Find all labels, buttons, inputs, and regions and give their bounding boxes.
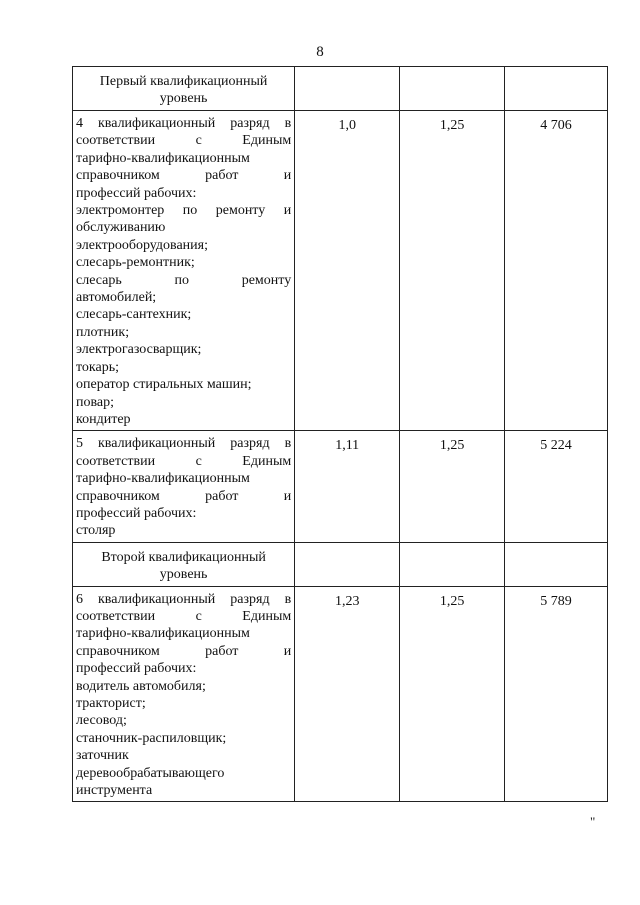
description-line: справочником работ и	[76, 488, 292, 504]
level-title-line: Второй квалификационный	[101, 549, 266, 565]
description-line: тарифно-квалификационным	[76, 626, 250, 642]
qualification-level-title	[73, 67, 295, 111]
description-line: слесарь-ремонтник;	[76, 255, 195, 271]
table-row	[73, 111, 608, 431]
empty-cell	[505, 67, 608, 111]
description-line: соответствии с Единым	[76, 453, 292, 469]
description-line: профессий рабочих:	[76, 661, 197, 677]
coefficient-2-cell: 1,25	[400, 586, 505, 802]
level-title-line: уровень	[159, 91, 208, 107]
qualification-level-title	[73, 542, 295, 586]
description-line: тарифно-квалификационным	[76, 471, 250, 487]
description-line: лесовод;	[76, 713, 127, 729]
empty-cell	[505, 542, 608, 586]
salary-amount-cell: 5 224	[505, 431, 608, 542]
description-line: 6 квалификационный разряд в	[76, 591, 292, 607]
table-body	[73, 67, 608, 802]
table-row	[73, 431, 608, 542]
description-line: столяр	[76, 523, 116, 539]
empty-cell	[400, 67, 505, 111]
description-line: заточник	[76, 748, 129, 764]
profession-description	[73, 431, 295, 542]
salary-amount-cell: 4 706	[505, 111, 608, 431]
description-line: тракторист;	[76, 696, 146, 711]
description-line: инструмента	[76, 783, 153, 799]
description-line: тарифно-квалификационным	[76, 150, 250, 166]
closing-quote-mark: "	[590, 814, 596, 829]
description-line: токарь;	[76, 359, 120, 375]
description-line: повар;	[76, 394, 115, 410]
page-number: 8	[316, 44, 324, 60]
salary-table	[72, 66, 608, 802]
empty-cell	[295, 542, 400, 586]
description-line: электрооборудования;	[76, 237, 208, 253]
empty-cell	[400, 542, 505, 586]
description-line: оператор стиральных машин;	[76, 377, 252, 393]
description-line: обслуживанию	[76, 220, 166, 236]
description-line: справочником работ и	[76, 168, 292, 184]
description-line: станочник-распиловщик;	[76, 730, 227, 746]
description-line: соответствии с Единым	[76, 608, 292, 624]
description-line: водитель автомобиля;	[76, 678, 206, 694]
coefficient-1-cell: 1,11	[295, 431, 400, 542]
salary-amount-cell: 5 789	[505, 586, 608, 802]
qualification-level-row	[73, 542, 608, 586]
description-line: плотник;	[76, 324, 130, 340]
level-title-line: уровень	[159, 567, 208, 583]
description-line: деревообрабатывающего	[76, 765, 225, 781]
description-line: слесарь по ремонту	[76, 272, 292, 288]
description-line: кондитер	[76, 411, 131, 427]
coefficient-2-cell: 1,25	[400, 111, 505, 431]
description-line: профессий рабочих:	[76, 185, 197, 201]
description-line: слесарь-сантехник;	[76, 307, 192, 323]
qualification-level-row	[73, 67, 608, 111]
description-line: электрогазосварщик;	[76, 342, 202, 358]
description-line: 4 квалификационный разряд в	[76, 116, 292, 131]
table-row	[73, 586, 608, 802]
description-line: справочником работ и	[76, 643, 292, 659]
level-title-line: Первый квалификационный	[99, 74, 268, 89]
empty-cell	[295, 67, 400, 111]
description-line: электромонтер по ремонту и	[76, 203, 292, 219]
description-line: 5 квалификационный разряд в	[76, 436, 292, 452]
profession-description	[73, 586, 295, 802]
coefficient-2-cell: 1,25	[400, 431, 505, 542]
coefficient-1-cell: 1,0	[295, 111, 400, 431]
description-line: соответствии с Единым	[76, 133, 292, 149]
coefficient-1-cell: 1,23	[295, 586, 400, 802]
description-line: профессий рабочих:	[76, 505, 197, 521]
profession-description	[73, 111, 295, 431]
description-line: автомобилей;	[76, 290, 157, 306]
